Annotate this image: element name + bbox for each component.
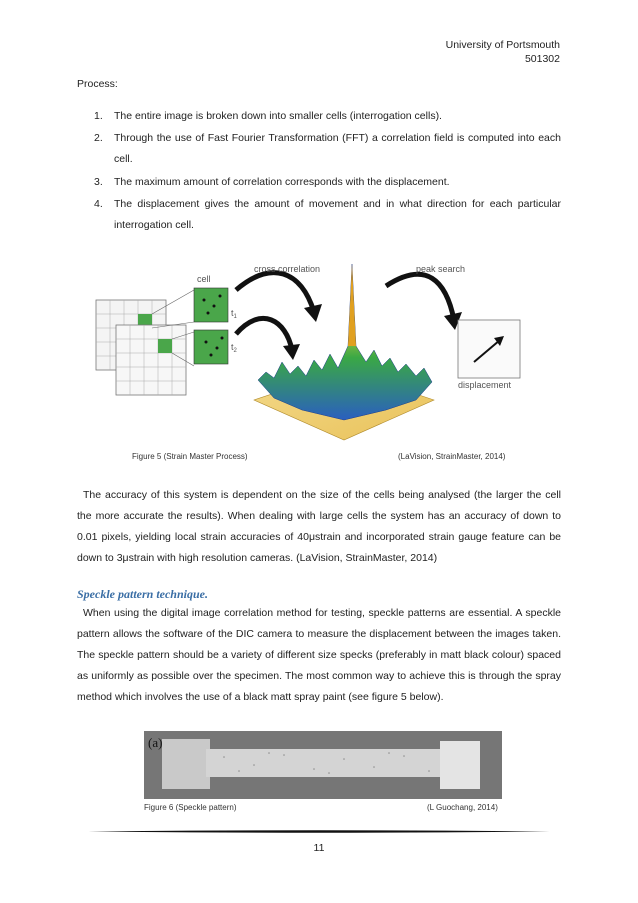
list-item-number: 2. [94,132,103,144]
correlation-surface [258,264,432,420]
list-item-text: The entire image is broken down into smaller cells (interrogation cells). [114,110,442,122]
process-label: Process: [77,78,118,90]
label-t2 [231,342,238,354]
paragraph-accuracy: The accuracy of this system is dependent on the size of the cells being analysed (the larger the cell the more accurate the results). When dealing with large cells the system has an accuracy of down to 0.01 pixels, yielding local strain accuracies of 40μstrain and incorporated strain gauge feature can be down to 3μstrain with high resolution cameras. (LaVision, StrainMaster, 2014) [77,489,561,564]
label-peak-search: peak search [416,264,466,274]
list-item-text: The displacement gives the amount of movement and in what direction for each particular interrogation cell. [114,198,561,231]
list-item-number: 3. [94,176,103,188]
label-displacement: displacement [458,380,512,390]
header-university: University of Portsmouth [445,39,560,51]
header-code: 501302 [524,53,560,65]
list-item [94,172,561,193]
figure5-source: (LaVision, StrainMaster, 2014) [398,452,506,461]
arrow-icon [386,274,454,320]
figure5-caption: Figure 5 (Strain Master Process) [132,452,248,461]
figure6-photo [144,731,502,799]
figure6-tag: (a) [148,735,163,750]
list-item-number: 4. [94,198,103,210]
cell-t1 [194,288,228,322]
cell-t2 [194,330,228,364]
image-grid-front [116,325,186,395]
label-t1-letter: t [231,308,234,318]
arrow-icon [236,273,314,312]
label-t1-sub: 1 [233,314,237,320]
page-number: 11 [313,842,325,854]
specimen-tab-right [440,741,480,789]
list-item-text: Through the use of Fast Fourier Transformation (FFT) a correlation field is computed into each cell. [114,132,561,165]
paragraph-speckle: When using the digital image correlation method for testing, speckle patterns are essential. A speckle pattern allows the software of the DIC camera to measure the displacement between the images taken. The speckle pattern should be a variety of different size specks (preferably in matt black colour) spaced as uniformly as possible over the specimen. The most common way to achieve this is through the spray method which involves the use of a black matt spray paint (see figure 5 below). [77,607,561,703]
label-t2-sub: 2 [233,348,237,354]
figure6-source: (L Guochang, 2014) [427,803,498,812]
section-heading: Speckle pattern technique. [77,587,208,601]
list-item-text: The maximum amount of correlation corresponds with the displacement. [114,176,450,188]
list-item [94,106,561,127]
figure5-diagram [86,250,526,450]
figure6-caption: Figure 6 (Speckle pattern) [144,803,237,812]
label-cross-correlation: cross correlation [254,264,321,274]
list-item [94,128,561,170]
label-cell: cell [197,274,211,284]
specimen-tab-left [162,739,210,789]
label-t2-letter: t [231,342,234,352]
footer-divider [88,829,550,834]
label-t1 [231,308,238,320]
header [446,38,560,66]
list-item-number: 1. [94,110,103,122]
arrow-icon [236,318,292,350]
specimen-body [206,749,442,777]
list-item [94,194,561,236]
